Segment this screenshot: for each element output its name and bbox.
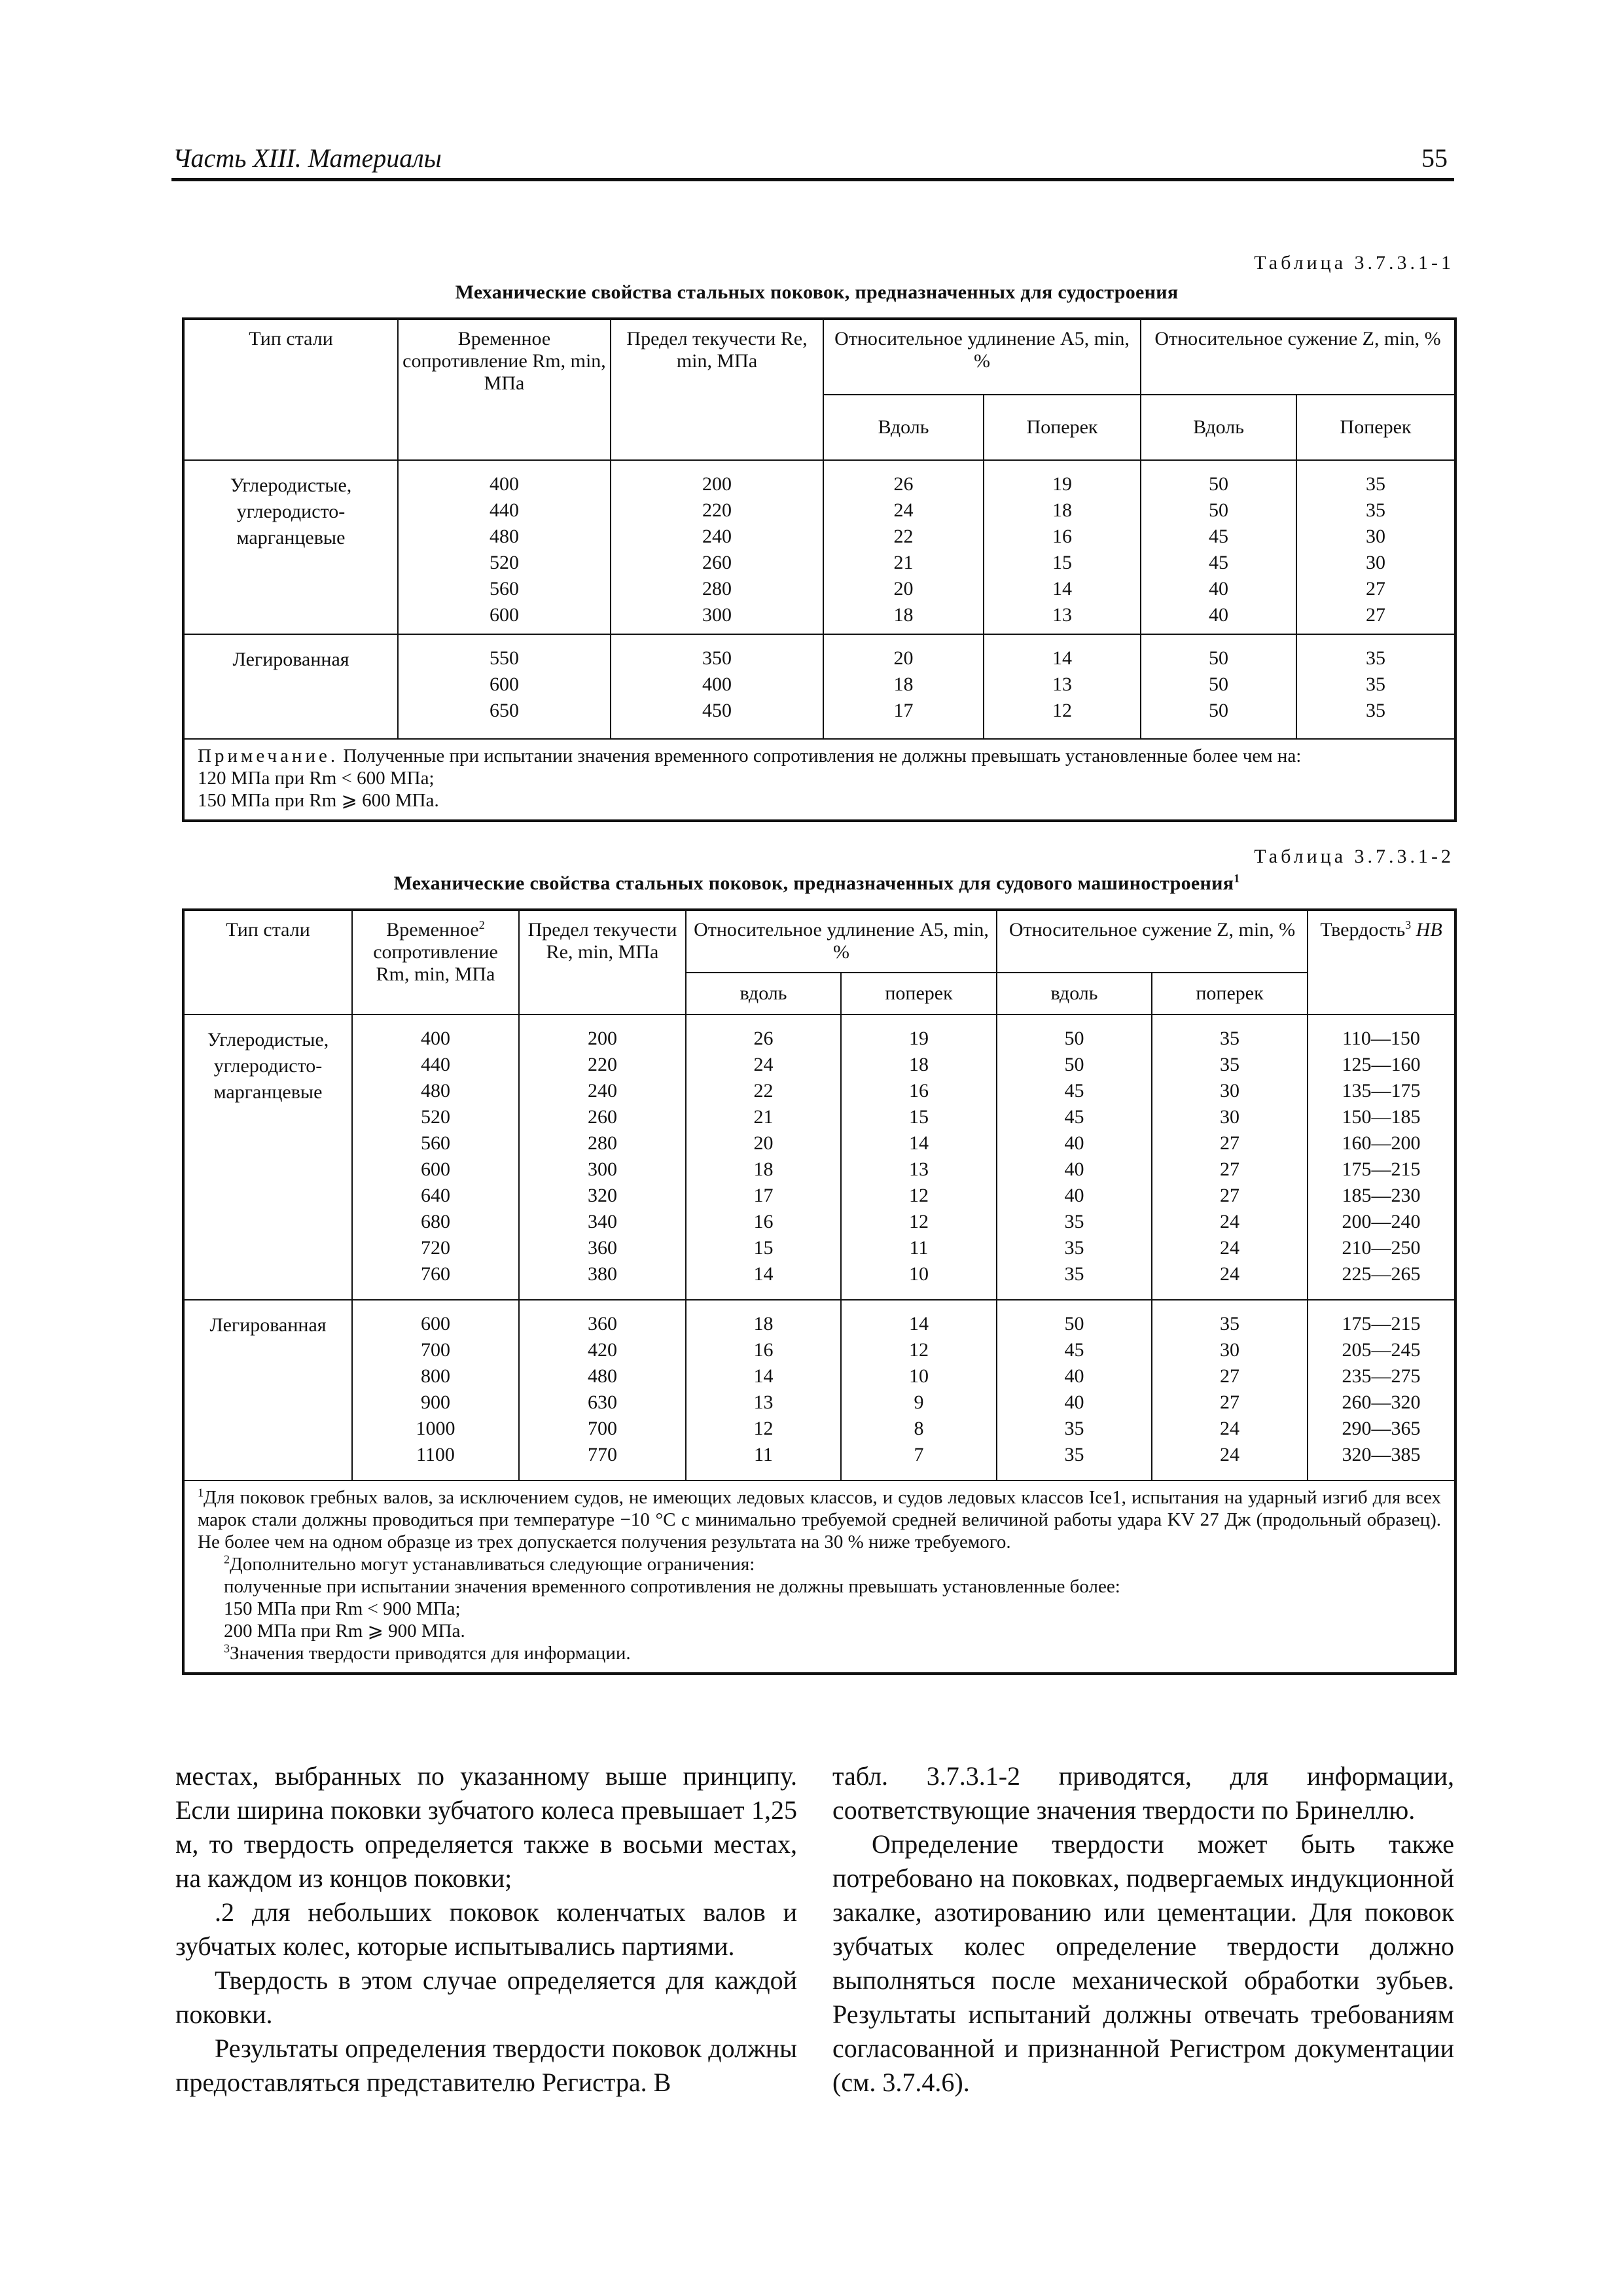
t2-header-hardness-text: Твердость [1320, 919, 1406, 941]
table-cell-value: 220 [588, 1054, 617, 1075]
table2-notes [183, 1480, 1455, 1674]
running-header-title: Часть XIII. Материалы [173, 143, 442, 173]
value-column-cell [841, 1300, 997, 1480]
table-cell-value: 760 [421, 1263, 450, 1285]
table-cell-value: 17 [893, 700, 914, 721]
table-cell-value: 210—250 [1342, 1237, 1421, 1259]
table-cell-value: 27 [1366, 578, 1385, 600]
table-cell-value: 27 [1220, 1185, 1240, 1206]
value-column-cell [1308, 1014, 1455, 1300]
value-column-cell [352, 1014, 519, 1300]
table-cell-value: 175—215 [1342, 1158, 1421, 1180]
t1-note-line1: 120 МПа при Rm < 600 МПа; [198, 768, 435, 789]
table-cell-value: 12 [909, 1211, 929, 1232]
value-column-cell [984, 460, 1141, 634]
table-cell-value: 720 [421, 1237, 450, 1259]
table-cell-value: 30 [1220, 1080, 1240, 1102]
t2-note-1-text: Для поковок гребных валов, за исключением судов, не имеющих ледовых классов, и судов ледовых классов Ice1, испытания на ударный изгиб для всех марок стали должны проводиться при температуре −10 °С с минимально требуемой средней величиной работы удара KV 27 Дж (продольный образец). Не более чем на одном образце из трех допускается получения результата на 30 % ниже требуемого. [198, 1487, 1441, 1552]
table-cell-value: 12 [753, 1418, 774, 1439]
table2-group-row [183, 1014, 1455, 1300]
table-cell-value: 240 [702, 526, 732, 547]
table-cell-value: 700 [421, 1339, 450, 1361]
table-cell-value: 35 [1366, 673, 1385, 695]
table-cell-value: 320—385 [1342, 1444, 1421, 1465]
table-cell-value: 27 [1220, 1391, 1240, 1413]
body-right-p2: Определение твердости может быть также потребовано на поковках, подвергаемых индукционной закалке, азотированию или цементации. Для поковок зубчатых колес определение твердости должно выполняться после механической обработки зубьев. Результаты испытаний должны отвечать требованиям согласованной и признанной Регистром документации (см. 3.7.4.6). [832, 1829, 1454, 2097]
table-cell-value: 16 [753, 1211, 774, 1232]
table-cell-value: 560 [490, 578, 519, 600]
table-cell-value: 630 [588, 1391, 617, 1413]
table-cell-value: 45 [1064, 1080, 1084, 1102]
table-cell-value: 280 [588, 1132, 617, 1154]
table-cell-value: 45 [1064, 1339, 1084, 1361]
table-cell-value: 24 [1220, 1237, 1240, 1259]
table1-group-row [183, 460, 1455, 634]
table-cell-value: 24 [753, 1054, 774, 1075]
table-cell-value: 480 [490, 526, 519, 547]
t2-header-elong-across: поперек [841, 973, 997, 1014]
table-cell-value: 35 [1220, 1028, 1240, 1049]
table-cell-value: 50 [1209, 647, 1228, 669]
table-cell-value: 18 [909, 1054, 929, 1075]
table-cell-value: 10 [909, 1263, 929, 1285]
table-cell-value: 12 [1052, 700, 1072, 721]
table-cell-value: 420 [588, 1339, 617, 1361]
table-cell-value: 35 [1064, 1237, 1084, 1259]
table-cell-value: 50 [1209, 700, 1228, 721]
t2-header-elongation: Относительное удлинение A5, min, % [686, 910, 997, 973]
t2-title-text: Механические свойства стальных поковок, предназначенных для судового машиностроения [393, 872, 1234, 894]
table-cell-value: 11 [754, 1444, 773, 1465]
table-cell-value: 30 [1220, 1339, 1240, 1361]
table-cell-value: 15 [1052, 552, 1072, 573]
table-cell-value: 260 [702, 552, 732, 573]
table-cell-value: 18 [893, 673, 914, 695]
t2-note-1 [198, 1486, 1441, 1553]
body-left-p2: .2 для небольших поковок коленчатых валов и зубчатых колес, которые испытывались партиями. [175, 1897, 797, 1961]
t2-note-2-line1: полученные при испытании значения временного сопротивления не должны превышать установленные более: [224, 1576, 1120, 1597]
table-cell-value: 17 [753, 1185, 774, 1206]
body-left-p1: местах, выбранных по указанному выше принципу. Если ширина поковки зубчатого колеса превышает 1,25 м, то твердость определяется также в восьми местах, на каждом из концов поковки; [175, 1761, 797, 1893]
table-cell-value: 35 [1220, 1313, 1240, 1335]
body-right-p1: табл. 3.7.3.1-2 приводятся, для информации, соответствующие значения твердости по Бринеллю. [832, 1761, 1454, 1825]
table-cell-value: 260—320 [1342, 1391, 1421, 1413]
t2-header-tensile-mark: 2 [478, 918, 485, 931]
t1-header-elong-across: Поперек [984, 395, 1141, 460]
t2-header-reduction: Относительное сужение Z, min, % [997, 910, 1308, 973]
t1-header-red-across: Поперек [1296, 395, 1455, 460]
table-cell-value: 550 [490, 647, 519, 669]
table1 [182, 317, 1457, 822]
table1-body [183, 460, 1455, 739]
page-number: 55 [1421, 143, 1448, 173]
t2-header-elong-along: вдоль [686, 973, 841, 1014]
t2-header-hardness-unit: HB [1416, 919, 1442, 941]
table-cell-value: 14 [753, 1263, 774, 1285]
value-column-cell [398, 460, 611, 634]
table1-note [183, 739, 1455, 821]
table-cell-value: 770 [588, 1444, 617, 1465]
table-cell-value: 800 [421, 1365, 450, 1387]
table-cell-value: 600 [490, 673, 519, 695]
table-cell-value: 50 [1064, 1054, 1084, 1075]
table-cell-value: 14 [1052, 578, 1072, 600]
table1-title: Механические свойства стальных поковок, предназначенных для судостроения [455, 281, 1179, 303]
table-cell-value: 110—150 [1342, 1028, 1420, 1049]
table-cell-value: 35 [1366, 499, 1385, 521]
table-cell-value: 11 [909, 1237, 929, 1259]
table-cell-value: 260 [588, 1106, 617, 1128]
table-cell-value: 30 [1366, 552, 1385, 573]
table2-title [182, 872, 1452, 895]
table-cell-value: 125—160 [1342, 1054, 1421, 1075]
t2-title-footnote-mark: 1 [1234, 872, 1240, 885]
t1-header-steel-type: Тип стали [183, 319, 398, 460]
table-cell-value: 20 [893, 647, 914, 669]
table-cell-value: 15 [753, 1237, 774, 1259]
t2-header-tensile [352, 910, 519, 1014]
table-cell-value: 35 [1366, 700, 1385, 721]
table2-number: Таблица 3.7.3.1-2 [1254, 846, 1454, 867]
table-cell-value: 27 [1220, 1132, 1240, 1154]
t1-header-reduction: Относительное сужение Z, min, % [1141, 319, 1455, 395]
t2-header-tensile-rest: сопротивление Rm, min, МПа [373, 941, 498, 985]
t2-header-red-across: поперек [1152, 973, 1308, 1014]
table-cell-value: 35 [1220, 1054, 1240, 1075]
t2-note-2-line3: 200 МПа при Rm ⩾ 900 МПа. [224, 1621, 465, 1641]
value-column-cell [1296, 634, 1455, 739]
table-cell-value: 21 [753, 1106, 774, 1128]
table-cell-value: 18 [753, 1313, 774, 1335]
value-column-cell [823, 460, 984, 634]
table-cell-value: 14 [1052, 647, 1072, 669]
table-cell-value: 175—215 [1342, 1313, 1421, 1335]
table-cell-value: 400 [421, 1028, 450, 1049]
table-cell-value: 27 [1220, 1158, 1240, 1180]
t1-header-red-along: Вдоль [1141, 395, 1296, 460]
table-cell-value: 200 [588, 1028, 617, 1049]
t2-note-3-text: Значения твердости приводятся для информации. [230, 1643, 631, 1664]
table-cell-value: 18 [753, 1158, 774, 1180]
table-cell-value: 135—175 [1342, 1080, 1421, 1102]
table-cell-value: 235—275 [1342, 1365, 1421, 1387]
table-cell-value: 40 [1064, 1391, 1084, 1413]
t1-header-elongation: Относительное удлинение A5, min, % [823, 319, 1141, 395]
table-cell-value: 700 [588, 1418, 617, 1439]
table-cell-value: 19 [909, 1028, 929, 1049]
table-cell-value: 440 [421, 1054, 450, 1075]
value-column-cell [398, 634, 611, 739]
t2-header-yield: Предел текучести Re, min, МПа [519, 910, 686, 1014]
table-cell-value: 13 [909, 1158, 929, 1180]
t2-note-3 [198, 1642, 1441, 1664]
table-cell-value: 50 [1209, 673, 1228, 695]
t2-header-hardness-mark: 3 [1405, 918, 1412, 931]
table-cell-value: 13 [1052, 673, 1072, 695]
table-cell-value: 19 [1052, 473, 1072, 495]
t2-note-2-mark: 2 [224, 1552, 230, 1566]
table2 [182, 908, 1457, 1675]
table1-group-row [183, 634, 1455, 739]
table-cell-value: 40 [1064, 1365, 1084, 1387]
t1-header-elong-along: Вдоль [823, 395, 984, 460]
table-cell-value: 320 [588, 1185, 617, 1206]
table-cell-value: 520 [421, 1106, 450, 1128]
table-cell-value: 160—200 [1342, 1132, 1421, 1154]
table-cell-value: 24 [1220, 1444, 1240, 1465]
table-cell-value: 24 [893, 499, 914, 521]
table2-body [183, 1014, 1455, 1480]
value-column-cell [841, 1014, 997, 1300]
table-cell-value: 27 [1366, 604, 1385, 626]
t2-note-2-line2: 150 МПа при Rm < 900 МПа; [224, 1598, 461, 1619]
value-column-cell [1308, 1300, 1455, 1480]
value-column-cell [997, 1300, 1152, 1480]
steel-type-cell: Легированная [183, 634, 398, 739]
table-cell-value: 185—230 [1342, 1185, 1421, 1206]
table-cell-value: 40 [1064, 1158, 1084, 1180]
t2-header-red-along: вдоль [997, 973, 1152, 1014]
t1-note-text: Полученные при испытании значения временного сопротивления не должны превышать установленные более чем на: [343, 745, 1302, 766]
table-cell-value: 27 [1220, 1365, 1240, 1387]
body-left-column [175, 1759, 797, 2100]
table-cell-value: 400 [702, 673, 732, 695]
table-cell-value: 30 [1220, 1106, 1240, 1128]
table-cell-value: 7 [914, 1444, 924, 1465]
t1-header-yield: Предел текучести Re, min, МПа [611, 319, 823, 460]
table-cell-value: 300 [702, 604, 732, 626]
table-cell-value: 13 [753, 1391, 774, 1413]
t2-header-hardness [1308, 910, 1455, 1014]
table-cell-value: 300 [588, 1158, 617, 1180]
t2-note-1-mark: 1 [198, 1486, 204, 1499]
value-column-cell [686, 1014, 841, 1300]
table-cell-value: 50 [1064, 1313, 1084, 1335]
table-cell-value: 680 [421, 1211, 450, 1232]
table-cell-value: 35 [1064, 1444, 1084, 1465]
body-right-column [832, 1759, 1454, 2100]
header-rule [171, 178, 1454, 181]
table-cell-value: 600 [490, 604, 519, 626]
table-cell-value: 9 [914, 1391, 924, 1413]
body-left-p4: Результаты определения твердости поковок должны предоставляться представителю Регистра. В [175, 2034, 797, 2097]
table-cell-value: 240 [588, 1080, 617, 1102]
table-cell-value: 200 [702, 473, 732, 495]
table-cell-value: 360 [588, 1313, 617, 1335]
table-cell-value: 380 [588, 1263, 617, 1285]
table-cell-value: 520 [490, 552, 519, 573]
t1-note-line2: 150 МПа при Rm ⩾ 600 МПа. [198, 790, 439, 811]
table-cell-value: 24 [1220, 1263, 1240, 1285]
table-cell-value: 14 [909, 1313, 929, 1335]
table-cell-value: 45 [1064, 1106, 1084, 1128]
table-cell-value: 26 [753, 1028, 774, 1049]
value-column-cell [1141, 634, 1296, 739]
value-column-cell [519, 1014, 686, 1300]
t1-header-tensile: Временное сопротивление Rm, min, МПа [398, 319, 611, 460]
table-cell-value: 26 [893, 473, 914, 495]
table-cell-value: 50 [1209, 499, 1228, 521]
table-cell-value: 1100 [416, 1444, 455, 1465]
table-cell-value: 20 [753, 1132, 774, 1154]
value-column-cell [984, 634, 1141, 739]
table-cell-value: 480 [588, 1365, 617, 1387]
table-cell-value: 30 [1366, 526, 1385, 547]
table-cell-value: 280 [702, 578, 732, 600]
table-cell-value: 18 [893, 604, 914, 626]
steel-type-cell: Углеродистые, углеродисто-марганцевые [183, 1014, 352, 1300]
table-cell-value: 650 [490, 700, 519, 721]
table-cell-value: 480 [421, 1080, 450, 1102]
t2-note-2 [198, 1553, 1441, 1575]
table-cell-value: 440 [490, 499, 519, 521]
table-cell-value: 12 [909, 1339, 929, 1361]
table-cell-value: 340 [588, 1211, 617, 1232]
steel-type-cell: Углеродистые, углеродисто-марганцевые [183, 460, 398, 634]
table-cell-value: 10 [909, 1365, 929, 1387]
table-cell-value: 12 [909, 1185, 929, 1206]
table-cell-value: 450 [702, 700, 732, 721]
table1-number: Таблица 3.7.3.1-1 [1254, 252, 1454, 274]
table-cell-value: 350 [702, 647, 732, 669]
steel-type-cell: Легированная [183, 1300, 352, 1480]
table-cell-value: 50 [1064, 1028, 1084, 1049]
table-cell-value: 45 [1209, 526, 1228, 547]
table-cell-value: 200—240 [1342, 1211, 1421, 1232]
t1-note-label: Примечание. [198, 745, 339, 766]
body-left-p3: Твердость в этом случае определяется для каждой поковки. [175, 1965, 797, 2029]
table-cell-value: 24 [1220, 1211, 1240, 1232]
table-cell-value: 35 [1064, 1211, 1084, 1232]
table-cell-value: 205—245 [1342, 1339, 1421, 1361]
table-cell-value: 14 [909, 1132, 929, 1154]
t2-header-steel-type: Тип стали [183, 910, 352, 1014]
table-cell-value: 400 [490, 473, 519, 495]
table-cell-value: 16 [909, 1080, 929, 1102]
table-cell-value: 24 [1220, 1418, 1240, 1439]
table-cell-value: 13 [1052, 604, 1072, 626]
table-cell-value: 220 [702, 499, 732, 521]
value-column-cell [519, 1300, 686, 1480]
table-cell-value: 15 [909, 1106, 929, 1128]
table-cell-value: 40 [1064, 1185, 1084, 1206]
value-column-cell [1152, 1014, 1308, 1300]
table-cell-value: 8 [914, 1418, 924, 1439]
table-cell-value: 20 [893, 578, 914, 600]
table-cell-value: 150—185 [1342, 1106, 1421, 1128]
table-cell-value: 560 [421, 1132, 450, 1154]
t2-note-3-mark: 3 [224, 1641, 230, 1655]
value-column-cell [823, 634, 984, 739]
table-cell-value: 35 [1366, 473, 1385, 495]
value-column-cell [1152, 1300, 1308, 1480]
table-cell-value: 225—265 [1342, 1263, 1421, 1285]
value-column-cell [1141, 460, 1296, 634]
value-column-cell [611, 460, 823, 634]
t2-header-tensile-text: Временное [386, 919, 479, 941]
table-cell-value: 600 [421, 1313, 450, 1335]
t2-note-2-text: Дополнительно могут устанавливаться следующие ограничения: [230, 1554, 755, 1575]
table-cell-value: 35 [1366, 647, 1385, 669]
value-column-cell [686, 1300, 841, 1480]
table-cell-value: 40 [1209, 604, 1228, 626]
table2-group-row [183, 1300, 1455, 1480]
table-cell-value: 21 [893, 552, 914, 573]
table-cell-value: 1000 [416, 1418, 455, 1439]
value-column-cell [611, 634, 823, 739]
table-cell-value: 40 [1209, 578, 1228, 600]
table-cell-value: 16 [1052, 526, 1072, 547]
table-cell-value: 290—365 [1342, 1418, 1421, 1439]
table-cell-value: 35 [1064, 1263, 1084, 1285]
value-column-cell [352, 1300, 519, 1480]
table-cell-value: 600 [421, 1158, 450, 1180]
table-cell-value: 360 [588, 1237, 617, 1259]
table-cell-value: 18 [1052, 499, 1072, 521]
table-cell-value: 35 [1064, 1418, 1084, 1439]
value-column-cell [997, 1014, 1152, 1300]
table-cell-value: 640 [421, 1185, 450, 1206]
table-cell-value: 22 [753, 1080, 774, 1102]
table-cell-value: 45 [1209, 552, 1228, 573]
value-column-cell [1296, 460, 1455, 634]
table-cell-value: 16 [753, 1339, 774, 1361]
table-cell-value: 40 [1064, 1132, 1084, 1154]
table-cell-value: 50 [1209, 473, 1228, 495]
table-cell-value: 14 [753, 1365, 774, 1387]
table-cell-value: 22 [893, 526, 914, 547]
table-cell-value: 900 [421, 1391, 450, 1413]
